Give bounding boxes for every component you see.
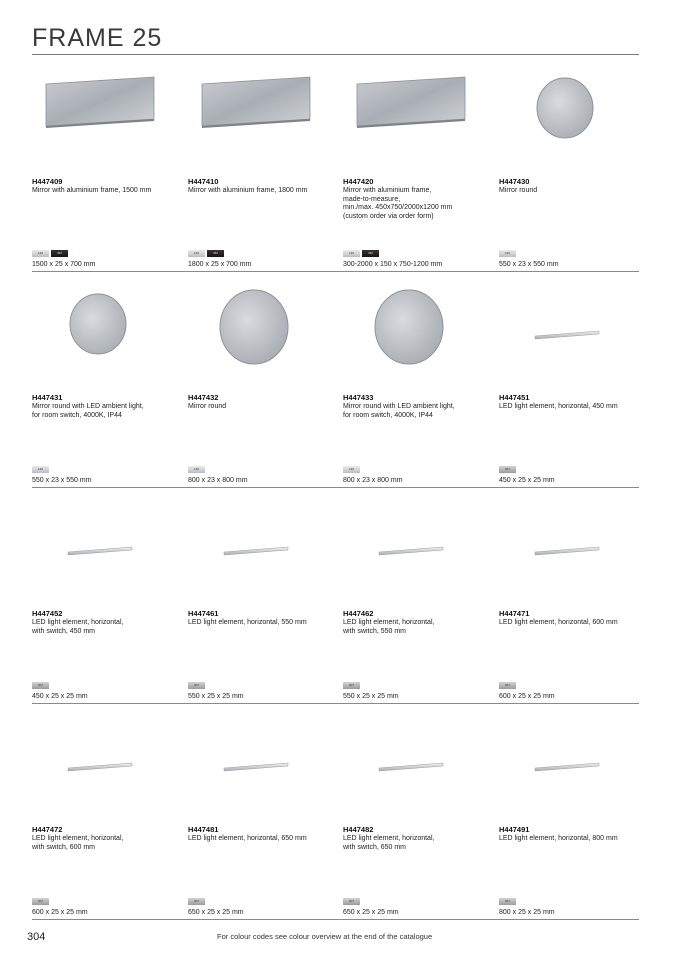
colour-swatch: 007 bbox=[499, 682, 516, 689]
product-id: H447432 bbox=[188, 393, 219, 402]
colour-swatch: 007 bbox=[343, 898, 360, 905]
product-description: LED light element, horizontal, with switch, 450 mm bbox=[32, 619, 124, 635]
colour-swatches bbox=[499, 682, 516, 690]
colour-swatches bbox=[188, 466, 205, 474]
colour-swatches bbox=[32, 898, 49, 906]
colour-swatches bbox=[32, 250, 68, 258]
product-id: H447491 bbox=[499, 825, 530, 834]
product-description: Mirror round bbox=[188, 403, 227, 410]
product-dimensions: 600 x 25 x 25 mm bbox=[499, 693, 555, 700]
product-image bbox=[32, 704, 172, 819]
product-id: H447471 bbox=[499, 609, 530, 618]
product-card bbox=[499, 704, 651, 920]
product-dimensions: 600 x 25 x 25 mm bbox=[32, 909, 88, 916]
product-image bbox=[32, 488, 172, 603]
colour-swatches bbox=[343, 250, 379, 258]
product-image bbox=[188, 272, 328, 387]
product-dimensions: 650 x 25 x 25 mm bbox=[343, 909, 399, 916]
product-description: Mirror round bbox=[499, 187, 538, 194]
product-id: H447472 bbox=[32, 825, 63, 834]
colour-swatches bbox=[499, 466, 516, 474]
product-card bbox=[343, 56, 495, 272]
product-id: H447420 bbox=[343, 177, 374, 186]
product-description: Mirror round with LED ambient light, for room switch, 4000K, IP44 bbox=[32, 403, 144, 419]
colour-swatch: 146 bbox=[343, 466, 360, 473]
footer-note: For colour codes see colour overview at the end of the catalogue bbox=[217, 932, 433, 941]
product-dimensions: 450 x 25 x 25 mm bbox=[32, 693, 88, 700]
colour-swatches bbox=[32, 466, 49, 474]
product-image bbox=[343, 488, 483, 603]
colour-swatches bbox=[499, 250, 516, 258]
product-image bbox=[499, 272, 639, 387]
colour-swatches bbox=[343, 682, 360, 690]
product-image bbox=[32, 56, 172, 171]
product-dimensions: 550 x 25 x 25 mm bbox=[188, 693, 244, 700]
colour-swatch: 450 bbox=[51, 250, 68, 257]
product-description: LED light element, horizontal, 800 mm bbox=[499, 835, 618, 842]
product-id: H447451 bbox=[499, 393, 530, 402]
product-image bbox=[499, 56, 639, 171]
product-card bbox=[32, 272, 184, 488]
colour-swatch: 450 bbox=[362, 250, 379, 257]
product-card bbox=[499, 56, 651, 272]
product-card bbox=[499, 272, 651, 488]
colour-swatch: 146 bbox=[32, 466, 49, 473]
colour-swatch: 146 bbox=[188, 250, 205, 257]
product-description: LED light element, horizontal, with switch, 650 mm bbox=[343, 835, 435, 851]
product-card bbox=[343, 704, 495, 920]
product-row bbox=[32, 56, 639, 272]
product-row bbox=[32, 272, 639, 488]
product-dimensions: 550 x 25 x 25 mm bbox=[343, 693, 399, 700]
product-description: Mirror with aluminium frame, 1500 mm bbox=[32, 187, 152, 194]
colour-swatches bbox=[499, 898, 516, 906]
colour-swatch: 007 bbox=[32, 682, 49, 689]
product-row bbox=[32, 704, 639, 920]
product-row bbox=[32, 488, 639, 704]
product-image bbox=[499, 704, 639, 819]
product-dimensions: 450 x 25 x 25 mm bbox=[499, 477, 555, 484]
product-description: Mirror with aluminium frame, 1800 mm bbox=[188, 187, 308, 194]
colour-swatch: 007 bbox=[499, 898, 516, 905]
product-description: LED light element, horizontal, 600 mm bbox=[499, 619, 618, 626]
product-description: LED light element, horizontal, with switch, 550 mm bbox=[343, 619, 435, 635]
product-image bbox=[499, 488, 639, 603]
product-card bbox=[188, 56, 340, 272]
product-card bbox=[188, 704, 340, 920]
product-description: LED light element, horizontal, 550 mm bbox=[188, 619, 307, 626]
colour-swatches bbox=[188, 898, 205, 906]
product-card bbox=[188, 272, 340, 488]
product-dimensions: 1500 x 25 x 700 mm bbox=[32, 261, 96, 268]
product-description: LED light element, horizontal, with switch, 600 mm bbox=[32, 835, 124, 851]
colour-swatches bbox=[188, 682, 205, 690]
product-id: H447462 bbox=[343, 609, 374, 618]
colour-swatches bbox=[32, 682, 49, 690]
title-divider bbox=[32, 54, 639, 55]
product-description: Mirror with aluminium frame, made-to-measure, min./max. 450x750/2000x1200 mm (custom order via order form) bbox=[343, 187, 453, 220]
product-image bbox=[188, 704, 328, 819]
colour-swatch: 146 bbox=[32, 250, 49, 257]
product-card bbox=[32, 488, 184, 704]
colour-swatches bbox=[343, 898, 360, 906]
product-card bbox=[343, 272, 495, 488]
product-image bbox=[343, 704, 483, 819]
product-dimensions: 800 x 23 x 800 mm bbox=[188, 477, 248, 484]
product-id: H447461 bbox=[188, 609, 219, 618]
product-dimensions: 550 x 23 x 550 mm bbox=[32, 477, 92, 484]
colour-swatch: 146 bbox=[499, 250, 516, 257]
product-image bbox=[188, 56, 328, 171]
product-dimensions: 1800 x 25 x 700 mm bbox=[188, 261, 252, 268]
product-id: H447482 bbox=[343, 825, 374, 834]
product-image bbox=[343, 272, 483, 387]
colour-swatch: 007 bbox=[343, 682, 360, 689]
colour-swatch: 146 bbox=[188, 466, 205, 473]
product-dimensions: 550 x 23 x 550 mm bbox=[499, 261, 559, 268]
product-image bbox=[188, 488, 328, 603]
product-description: LED light element, horizontal, 650 mm bbox=[188, 835, 307, 842]
product-dimensions: 650 x 25 x 25 mm bbox=[188, 909, 244, 916]
product-id: H447430 bbox=[499, 177, 530, 186]
product-id: H447410 bbox=[188, 177, 219, 186]
product-image bbox=[343, 56, 483, 171]
product-card bbox=[499, 488, 651, 704]
page-number: 304 bbox=[27, 931, 46, 943]
colour-swatch: 007 bbox=[32, 898, 49, 905]
product-dimensions: 800 x 23 x 800 mm bbox=[343, 477, 403, 484]
product-id: H447481 bbox=[188, 825, 219, 834]
page-title: FRAME 25 bbox=[32, 24, 163, 52]
colour-swatch: 450 bbox=[207, 250, 224, 257]
product-dimensions: 800 x 25 x 25 mm bbox=[499, 909, 555, 916]
product-id: H447431 bbox=[32, 393, 63, 402]
product-card bbox=[32, 704, 184, 920]
product-card bbox=[188, 488, 340, 704]
product-image bbox=[32, 272, 172, 387]
colour-swatch: 007 bbox=[499, 466, 516, 473]
colour-swatch: 007 bbox=[188, 682, 205, 689]
colour-swatches bbox=[343, 466, 360, 474]
product-id: H447452 bbox=[32, 609, 63, 618]
product-description: LED light element, horizontal, 450 mm bbox=[499, 403, 618, 410]
colour-swatch: 007 bbox=[188, 898, 205, 905]
product-id: H447433 bbox=[343, 393, 374, 402]
product-card bbox=[343, 488, 495, 704]
colour-swatches bbox=[188, 250, 224, 258]
product-grid bbox=[32, 56, 639, 920]
product-description: Mirror round with LED ambient light, for room switch, 4000K, IP44 bbox=[343, 403, 455, 419]
colour-swatch: 146 bbox=[343, 250, 360, 257]
product-id: H447409 bbox=[32, 177, 63, 186]
product-card bbox=[32, 56, 184, 272]
product-dimensions: 300-2000 x 150 x 750-1200 mm bbox=[343, 261, 443, 268]
